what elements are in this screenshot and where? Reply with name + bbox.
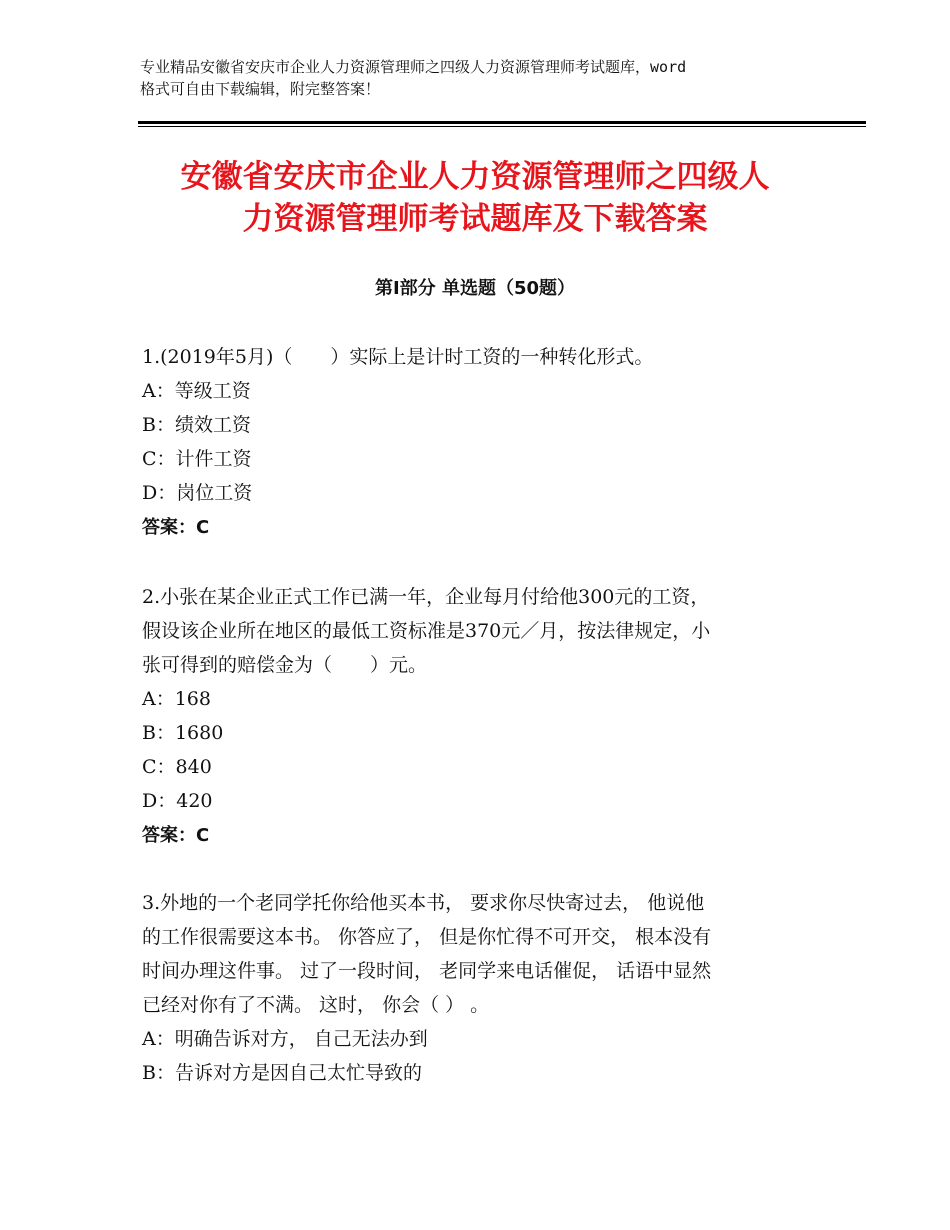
header-divider-thick (138, 121, 866, 124)
header-note-line: 格式可自由下载编辑，附完整答案！ (140, 80, 381, 98)
header-note-line: 专业精品安徽省安庆市企业人力资源管理师之四级人力资源管理师考试题库，word (140, 58, 687, 76)
question-3-option-b: B：告诉对方是因自己太忙导致的 (142, 1062, 422, 1084)
document-title-line: 安徽省安庆市企业人力资源管理师之四级人 (180, 159, 770, 195)
question-2-option-c: C：840 (142, 756, 212, 778)
question-2-stem-line: 张可得到的赔偿金为（ ）元。 (142, 654, 428, 676)
question-2-option-d: D：420 (142, 790, 213, 812)
question-1-option-a: A：等级工资 (142, 380, 251, 402)
question-3-stem-line: 的工作很需要这本书。 你答应了， 但是你忙得不可开交， 根本没有 (142, 926, 712, 948)
question-1-option-b: B：绩效工资 (142, 414, 251, 436)
question-2-option-a: A：168 (142, 688, 211, 710)
question-1-option-c: C：计件工资 (142, 448, 252, 470)
question-3-option-a: A：明确告诉对方， 自己无法办到 (142, 1028, 428, 1050)
question-1-option-d: D：岗位工资 (142, 482, 253, 504)
question-3-stem-line: 时间办理这件事。 过了一段时间， 老同学来电话催促， 话语中显然 (142, 960, 712, 982)
question-1-stem: 1.(2019年5月)（ ）实际上是计时工资的一种转化形式。 (142, 346, 654, 368)
question-2-stem-line: 2.小张在某企业正式工作已满一年，企业每月付给他300元的工资， (142, 586, 710, 608)
header-note (140, 56, 840, 100)
question-1-answer: 答案：C (142, 517, 210, 538)
question-2-option-b: B：1680 (142, 722, 224, 744)
document-title (100, 156, 850, 240)
header-divider-thin (138, 126, 866, 127)
question-2-answer: 答案：C (142, 825, 210, 846)
document-title-line: 力资源管理师考试题库及下载答案 (242, 201, 708, 237)
question-3-stem-line: 已经对你有了不满。 这时， 你会（ ） 。 (142, 994, 490, 1016)
section-heading: 第Ⅰ部分 单选题（50题） (374, 278, 575, 299)
question-3-stem-line: 3.外地的一个老同学托你给他买本书， 要求你尽快寄过去， 他说他 (142, 892, 705, 914)
question-2-stem-line: 假设该企业所在地区的最低工资标准是370元／月，按法律规定，小 (142, 620, 711, 642)
